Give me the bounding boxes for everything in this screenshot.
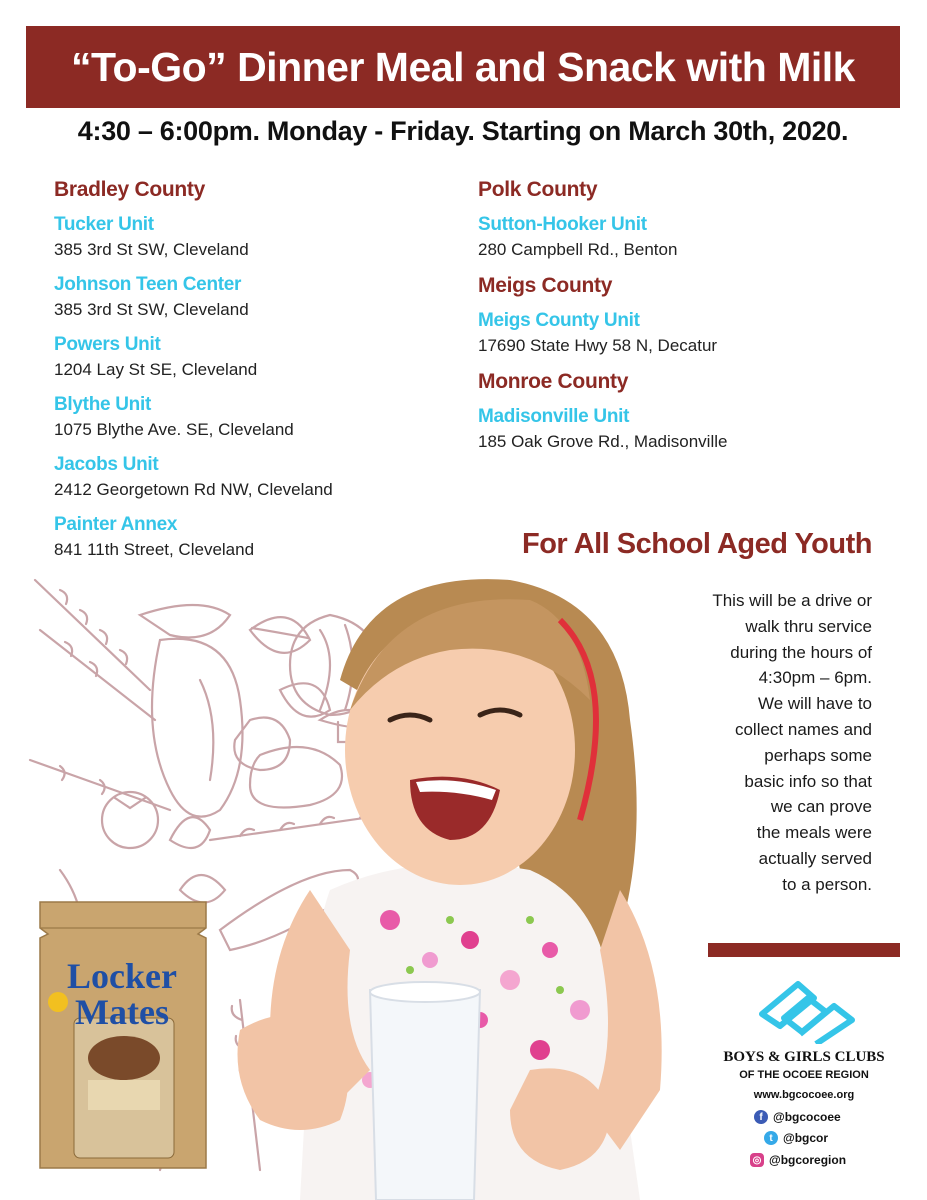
org-name: BOYS & GIRLS CLUBS: [723, 1049, 885, 1065]
child-with-milk-photo: [230, 560, 690, 1200]
description-line: to a person.: [782, 874, 872, 894]
unit-address: 185 Oak Grove Rd., Madisonville: [478, 432, 728, 451]
facebook-handle[interactable]: [754, 1110, 841, 1124]
unit-name: Blythe Unit: [54, 394, 151, 415]
locations-left-column: [54, 178, 454, 560]
eggplant-icon: [152, 639, 243, 817]
milk-glass: [370, 982, 480, 1200]
youth-heading: For All School Aged Youth: [522, 528, 872, 560]
bag-brand-line1: Locker: [67, 956, 177, 996]
service-description: [640, 588, 872, 898]
bag-brand-label: [42, 958, 202, 1030]
instagram-handle[interactable]: [750, 1153, 846, 1167]
county-heading: Monroe County: [478, 370, 629, 393]
unit-name: Tucker Unit: [54, 214, 154, 235]
description-line: basic info so that: [744, 771, 872, 791]
description-line: actually served: [758, 848, 872, 868]
unit-address: 385 3rd St SW, Cleveland: [54, 300, 249, 319]
description-line: collect names and: [734, 719, 872, 739]
facebook-text: @bgcocoee: [773, 1110, 841, 1124]
description-line: the meals were: [756, 823, 872, 843]
county-heading: Meigs County: [478, 274, 613, 297]
unit-address: 2412 Georgetown Rd NW, Cleveland: [54, 480, 333, 499]
bag-brand-line2: Mates: [75, 992, 169, 1032]
facebook-icon: f: [754, 1110, 768, 1124]
unit-name: Madisonville Unit: [478, 406, 630, 427]
unit-name: Powers Unit: [54, 334, 161, 355]
unit-name: Sutton-Hooker Unit: [478, 214, 647, 235]
schedule-line: 4:30 – 6:00pm. Monday - Friday. Starting on March 30th, 2020.: [77, 116, 849, 146]
description-line: 4:30pm – 6pm.: [758, 668, 872, 688]
instagram-text: @bgcoregion: [769, 1153, 847, 1167]
asparagus-icon: [30, 580, 170, 810]
unit-name: Johnson Teen Center: [54, 274, 242, 295]
location-item: [478, 406, 898, 452]
title-banner: [26, 26, 900, 108]
location-item: [54, 514, 454, 560]
instagram-icon: ◎: [750, 1153, 764, 1167]
twitter-handle[interactable]: [764, 1131, 828, 1145]
pepper-icon: [140, 605, 230, 638]
county-heading: Bradley County: [54, 178, 205, 201]
location-item: [54, 214, 454, 260]
unit-address: 280 Campbell Rd., Benton: [478, 240, 678, 259]
location-item: [54, 454, 454, 500]
footer-accent-bar: [708, 943, 900, 957]
boys-girls-clubs-logo: [754, 978, 860, 1044]
description-line: perhaps some: [764, 745, 872, 765]
unit-name: Meigs County Unit: [478, 310, 640, 331]
unit-name: Painter Annex: [54, 514, 178, 535]
unit-name: Jacobs Unit: [54, 454, 159, 475]
description-line: We will have to: [757, 694, 872, 714]
twitter-icon: t: [764, 1131, 778, 1145]
unit-address: 1075 Blythe Ave. SE, Cleveland: [54, 420, 294, 439]
unit-address: 385 3rd St SW, Cleveland: [54, 240, 249, 259]
twitter-text: @bgcor: [783, 1131, 829, 1145]
location-item: [478, 310, 898, 356]
county-heading: Polk County: [478, 178, 598, 201]
locker-mates-bag-image: [34, 898, 212, 1173]
description-line: This will be a drive or: [712, 591, 872, 610]
website-link[interactable]: www.bgcocoee.org: [753, 1089, 855, 1101]
description-line: during the hours of: [730, 642, 872, 662]
description-line: walk thru service: [745, 616, 872, 636]
location-item: [478, 214, 898, 260]
unit-address: 1204 Lay St SE, Cleveland: [54, 360, 258, 379]
unit-address: 17690 State Hwy 58 N, Decatur: [478, 336, 718, 355]
org-region: OF THE OCOEE REGION: [739, 1069, 869, 1081]
unit-address: 841 11th Street, Cleveland: [54, 540, 255, 559]
location-item: [54, 274, 454, 320]
tomato-icon: [102, 792, 158, 848]
location-item: [54, 394, 454, 440]
locations-right-column: [478, 178, 898, 452]
description-line: we can prove: [770, 797, 872, 817]
location-item: [54, 334, 454, 380]
page-title: “To-Go” Dinner Meal and Snack with Milk: [71, 43, 855, 90]
